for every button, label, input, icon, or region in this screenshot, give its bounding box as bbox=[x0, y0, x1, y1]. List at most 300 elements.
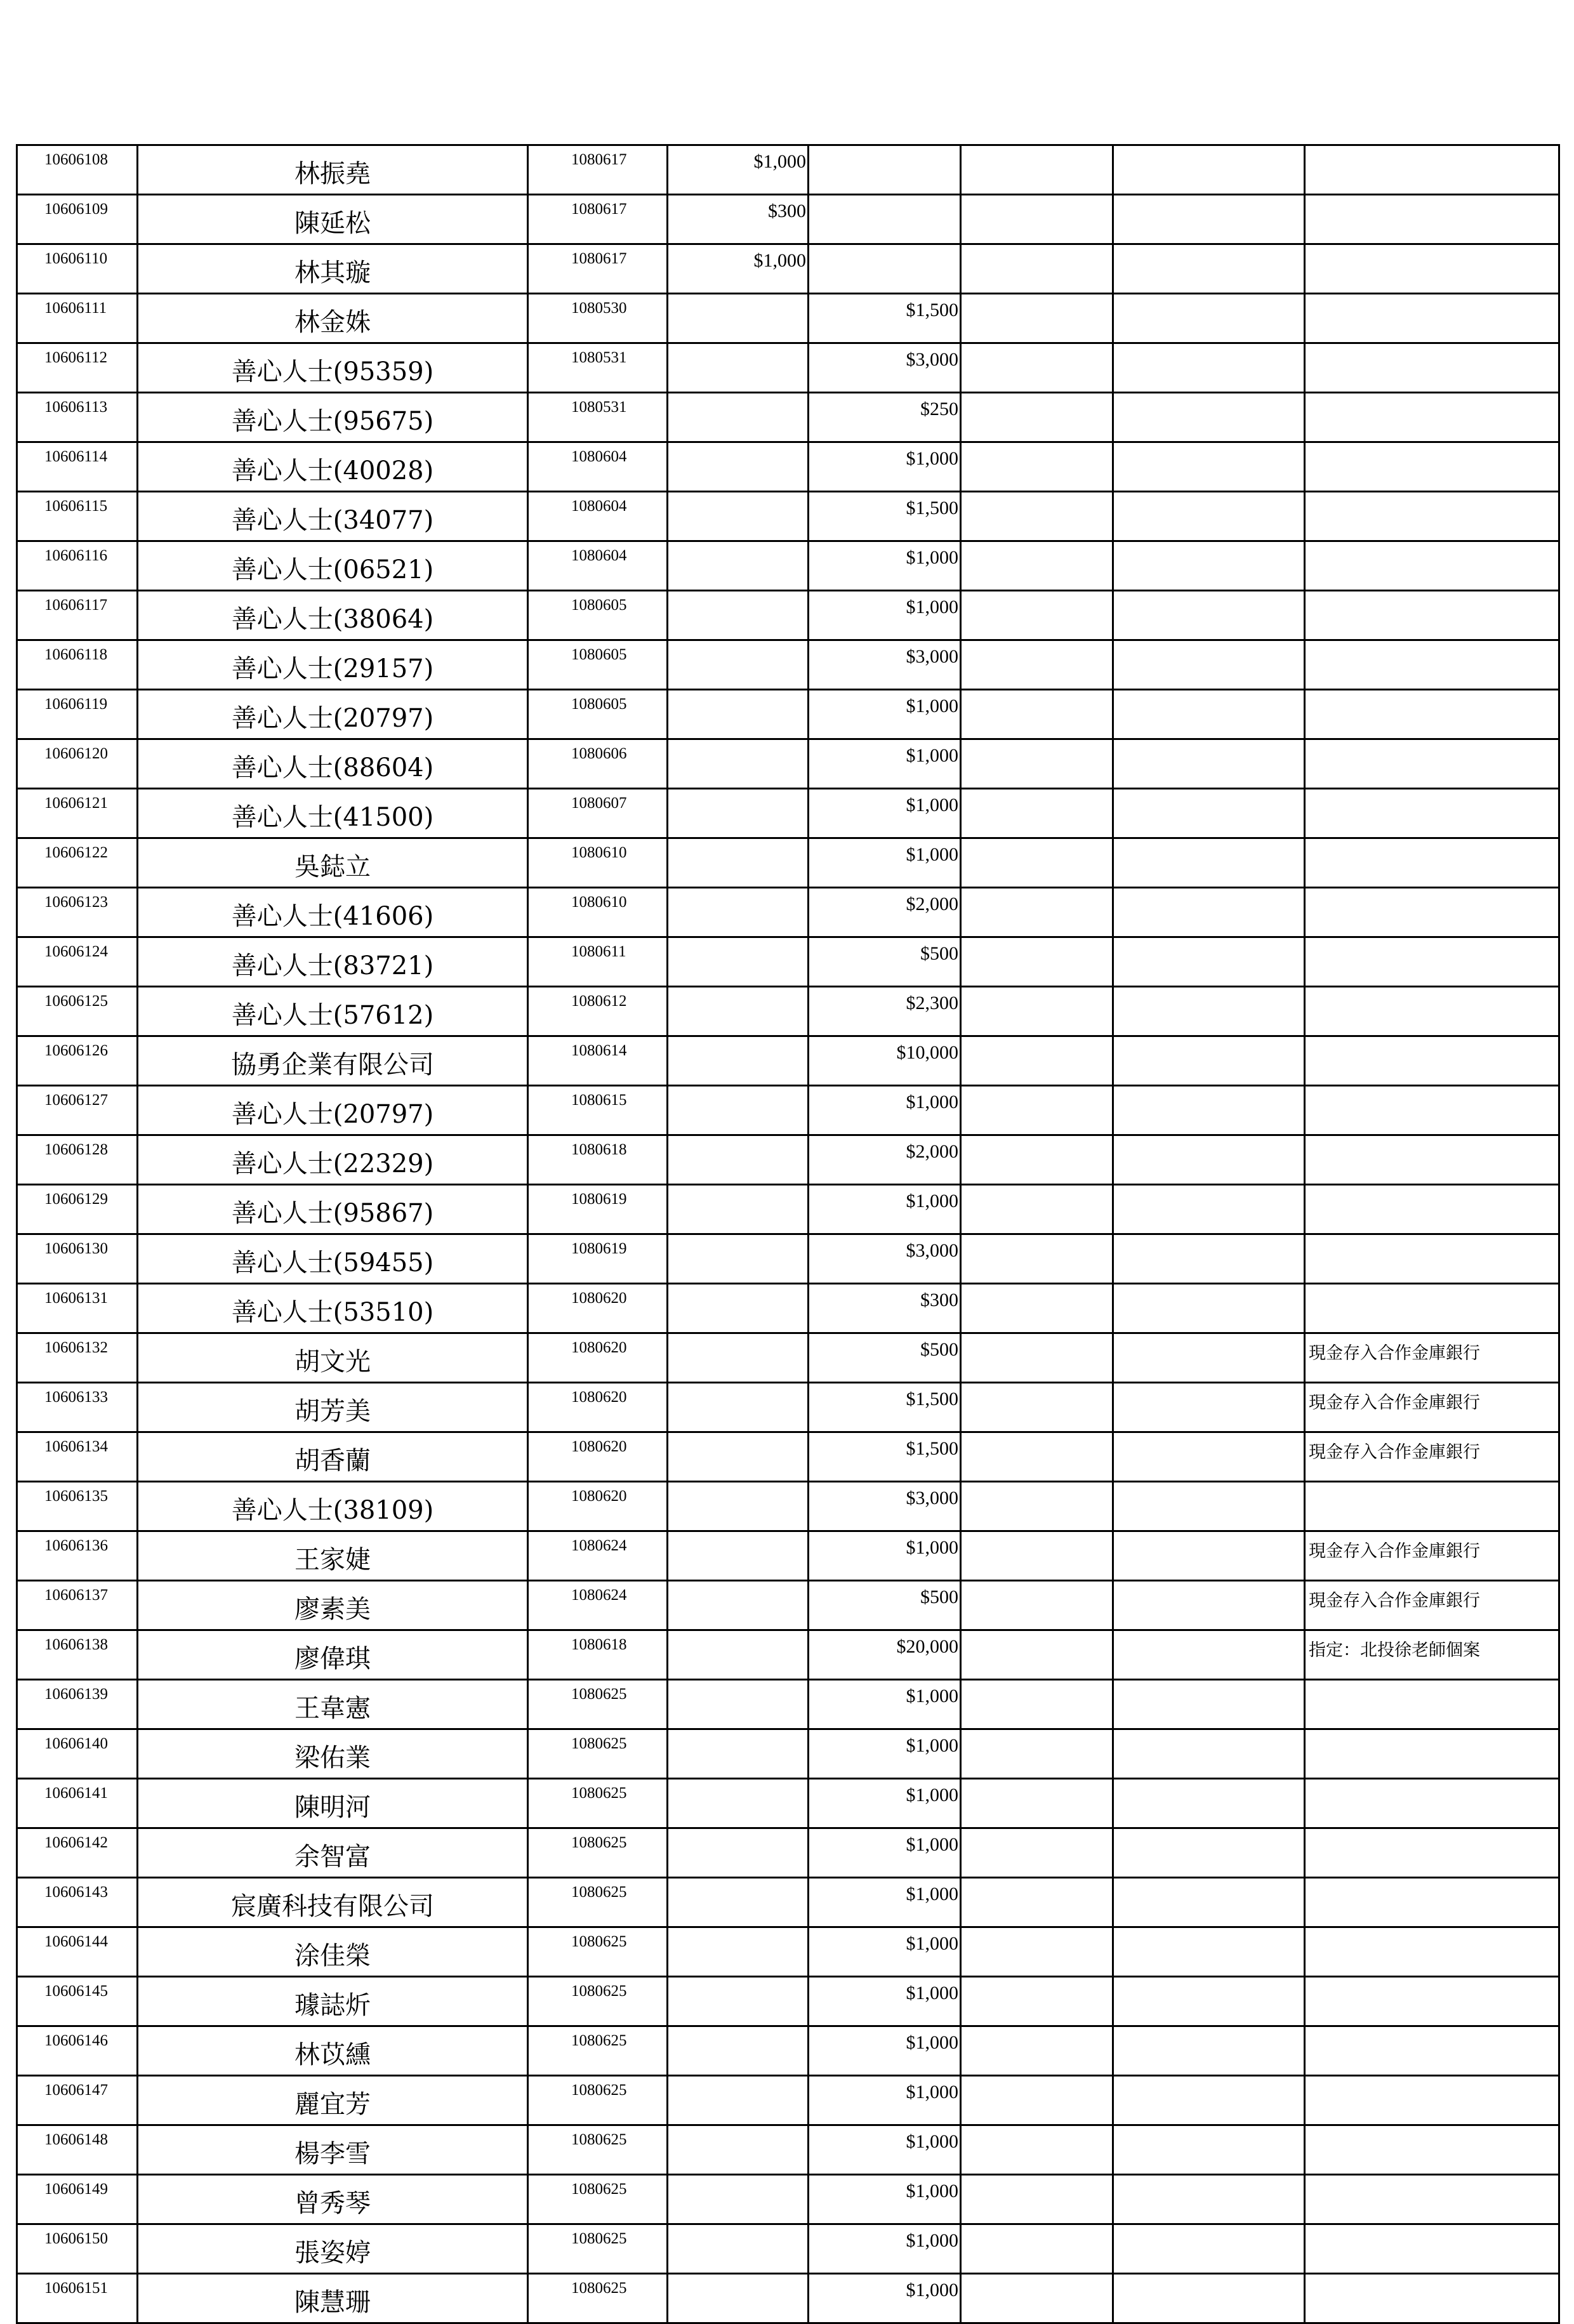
donation-date-cell: 1080614 bbox=[528, 1036, 668, 1086]
amount-cell-a bbox=[668, 1680, 809, 1729]
remark-cell bbox=[1305, 343, 1559, 393]
empty-cell-2 bbox=[1113, 987, 1305, 1036]
receipt-number-cell: 10606117 bbox=[17, 591, 138, 640]
table-row bbox=[17, 1828, 1559, 1878]
remark-cell bbox=[1305, 145, 1559, 195]
receipt-number-cell: 10606120 bbox=[17, 739, 138, 789]
amount-cell-b: $1,000 bbox=[809, 1927, 961, 1977]
table-row bbox=[17, 987, 1559, 1036]
donation-date-cell: 1080620 bbox=[528, 1383, 668, 1432]
receipt-number-cell: 10606139 bbox=[17, 1680, 138, 1729]
amount-cell-b: $1,000 bbox=[809, 1680, 961, 1729]
remark-cell bbox=[1305, 2224, 1559, 2274]
empty-cell-1 bbox=[961, 1927, 1113, 1977]
empty-cell-1 bbox=[961, 294, 1113, 343]
amount-cell-a bbox=[668, 1729, 809, 1779]
amount-cell-a bbox=[668, 1234, 809, 1284]
amount-cell-b: $1,000 bbox=[809, 1185, 961, 1234]
empty-cell-1 bbox=[961, 1383, 1113, 1432]
remark-cell: 現金存入合作金庫銀行 bbox=[1305, 1432, 1559, 1482]
receipt-number-cell: 10606133 bbox=[17, 1383, 138, 1432]
receipt-number-cell: 10606113 bbox=[17, 393, 138, 442]
table-row bbox=[17, 1284, 1559, 1333]
donor-name-cell: 梁佑業 bbox=[138, 1729, 528, 1779]
empty-cell-2 bbox=[1113, 2274, 1305, 2323]
empty-cell-2 bbox=[1113, 1630, 1305, 1680]
table-row bbox=[17, 442, 1559, 492]
amount-cell-a bbox=[668, 1383, 809, 1432]
receipt-number-cell: 10606135 bbox=[17, 1482, 138, 1531]
table-row bbox=[17, 244, 1559, 294]
table-row bbox=[17, 1383, 1559, 1432]
remark-cell bbox=[1305, 492, 1559, 541]
empty-cell-1 bbox=[961, 1779, 1113, 1828]
amount-cell-b: $1,000 bbox=[809, 1531, 961, 1581]
donation-date-cell: 1080604 bbox=[528, 541, 668, 591]
empty-cell-2 bbox=[1113, 244, 1305, 294]
empty-cell-1 bbox=[961, 937, 1113, 987]
empty-cell-2 bbox=[1113, 2026, 1305, 2076]
empty-cell-1 bbox=[961, 2076, 1113, 2125]
amount-cell-a bbox=[668, 1581, 809, 1630]
amount-cell-a bbox=[668, 1284, 809, 1333]
amount-cell-b: $1,000 bbox=[809, 2224, 961, 2274]
remark-cell bbox=[1305, 987, 1559, 1036]
donation-date-cell: 1080530 bbox=[528, 294, 668, 343]
remark-cell bbox=[1305, 1036, 1559, 1086]
empty-cell-1 bbox=[961, 2175, 1113, 2224]
donation-date-cell: 1080624 bbox=[528, 1531, 668, 1581]
empty-cell-1 bbox=[961, 492, 1113, 541]
remark-cell bbox=[1305, 2076, 1559, 2125]
remark-cell bbox=[1305, 1482, 1559, 1531]
empty-cell-2 bbox=[1113, 2224, 1305, 2274]
empty-cell-1 bbox=[961, 1828, 1113, 1878]
donor-name-cell: 善心人士(95675) bbox=[138, 393, 528, 442]
amount-cell-b: $3,000 bbox=[809, 640, 961, 690]
amount-cell-b: $1,000 bbox=[809, 2175, 961, 2224]
empty-cell-2 bbox=[1113, 294, 1305, 343]
receipt-number-cell: 10606127 bbox=[17, 1086, 138, 1135]
amount-cell-b: $1,000 bbox=[809, 1828, 961, 1878]
donation-date-cell: 1080625 bbox=[528, 2175, 668, 2224]
donation-date-cell: 1080620 bbox=[528, 1333, 668, 1383]
table-row bbox=[17, 838, 1559, 888]
empty-cell-1 bbox=[961, 541, 1113, 591]
empty-cell-1 bbox=[961, 690, 1113, 739]
donation-date-cell: 1080617 bbox=[528, 145, 668, 195]
donor-name-cell: 善心人士(59455) bbox=[138, 1234, 528, 1284]
amount-cell-a bbox=[668, 640, 809, 690]
table-row bbox=[17, 343, 1559, 393]
donor-name-cell: 王韋憲 bbox=[138, 1680, 528, 1729]
table-row bbox=[17, 2076, 1559, 2125]
amount-cell-b: $1,000 bbox=[809, 1729, 961, 1779]
table-row bbox=[17, 2175, 1559, 2224]
remark-cell bbox=[1305, 739, 1559, 789]
empty-cell-2 bbox=[1113, 442, 1305, 492]
empty-cell-2 bbox=[1113, 1680, 1305, 1729]
receipt-number-cell: 10606141 bbox=[17, 1779, 138, 1828]
amount-cell-b: $2,000 bbox=[809, 1135, 961, 1185]
remark-cell bbox=[1305, 2026, 1559, 2076]
donor-name-cell: 善心人士(22329) bbox=[138, 1135, 528, 1185]
donation-date-cell: 1080604 bbox=[528, 492, 668, 541]
donor-name-cell: 王家婕 bbox=[138, 1531, 528, 1581]
receipt-number-cell: 10606109 bbox=[17, 195, 138, 244]
receipt-number-cell: 10606110 bbox=[17, 244, 138, 294]
empty-cell-2 bbox=[1113, 195, 1305, 244]
donation-date-cell: 1080625 bbox=[528, 1878, 668, 1927]
remark-cell: 現金存入合作金庫銀行 bbox=[1305, 1531, 1559, 1581]
remark-cell bbox=[1305, 1977, 1559, 2026]
donation-date-cell: 1080611 bbox=[528, 937, 668, 987]
donation-date-cell: 1080625 bbox=[528, 1779, 668, 1828]
empty-cell-1 bbox=[961, 888, 1113, 937]
receipt-number-cell: 10606142 bbox=[17, 1828, 138, 1878]
donor-name-cell: 善心人士(57612) bbox=[138, 987, 528, 1036]
amount-cell-b: $1,000 bbox=[809, 1878, 961, 1927]
amount-cell-b: $500 bbox=[809, 1581, 961, 1630]
remark-cell bbox=[1305, 2274, 1559, 2323]
amount-cell-b: $1,000 bbox=[809, 2274, 961, 2323]
table-row bbox=[17, 1531, 1559, 1581]
remark-cell bbox=[1305, 1927, 1559, 1977]
amount-cell-a: $300 bbox=[668, 195, 809, 244]
amount-cell-a bbox=[668, 591, 809, 640]
table-row bbox=[17, 1581, 1559, 1630]
empty-cell-2 bbox=[1113, 1234, 1305, 1284]
donation-date-cell: 1080625 bbox=[528, 1977, 668, 2026]
remark-cell bbox=[1305, 888, 1559, 937]
amount-cell-b: $500 bbox=[809, 937, 961, 987]
donation-date-cell: 1080618 bbox=[528, 1135, 668, 1185]
table-row bbox=[17, 690, 1559, 739]
receipt-number-cell: 10606108 bbox=[17, 145, 138, 195]
receipt-number-cell: 10606138 bbox=[17, 1630, 138, 1680]
empty-cell-1 bbox=[961, 1630, 1113, 1680]
donor-name-cell: 善心人士(40028) bbox=[138, 442, 528, 492]
amount-cell-b: $1,000 bbox=[809, 1779, 961, 1828]
empty-cell-1 bbox=[961, 1185, 1113, 1234]
empty-cell-2 bbox=[1113, 2076, 1305, 2125]
donation-date-cell: 1080617 bbox=[528, 244, 668, 294]
remark-cell bbox=[1305, 1729, 1559, 1779]
empty-cell-2 bbox=[1113, 640, 1305, 690]
donor-name-cell: 林金姝 bbox=[138, 294, 528, 343]
amount-cell-a bbox=[668, 1135, 809, 1185]
receipt-number-cell: 10606125 bbox=[17, 987, 138, 1036]
empty-cell-2 bbox=[1113, 492, 1305, 541]
empty-cell-2 bbox=[1113, 541, 1305, 591]
donor-name-cell: 林振堯 bbox=[138, 145, 528, 195]
amount-cell-a bbox=[668, 2274, 809, 2323]
amount-cell-b: $1,500 bbox=[809, 1383, 961, 1432]
empty-cell-2 bbox=[1113, 343, 1305, 393]
empty-cell-1 bbox=[961, 1432, 1113, 1482]
receipt-number-cell: 10606124 bbox=[17, 937, 138, 987]
table-row bbox=[17, 1680, 1559, 1729]
amount-cell-b: $3,000 bbox=[809, 1234, 961, 1284]
table-row bbox=[17, 1779, 1559, 1828]
receipt-number-cell: 10606143 bbox=[17, 1878, 138, 1927]
amount-cell-a bbox=[668, 690, 809, 739]
empty-cell-1 bbox=[961, 838, 1113, 888]
empty-cell-2 bbox=[1113, 888, 1305, 937]
empty-cell-1 bbox=[961, 1878, 1113, 1927]
donor-name-cell: 胡芳美 bbox=[138, 1383, 528, 1432]
receipt-number-cell: 10606150 bbox=[17, 2224, 138, 2274]
receipt-number-cell: 10606144 bbox=[17, 1927, 138, 1977]
donor-name-cell: 胡香蘭 bbox=[138, 1432, 528, 1482]
empty-cell-1 bbox=[961, 591, 1113, 640]
amount-cell-b: $3,000 bbox=[809, 343, 961, 393]
amount-cell-a bbox=[668, 789, 809, 838]
table-row bbox=[17, 1630, 1559, 1680]
amount-cell-a bbox=[668, 2125, 809, 2175]
amount-cell-b: $1,000 bbox=[809, 1086, 961, 1135]
donation-date-cell: 1080531 bbox=[528, 343, 668, 393]
amount-cell-a bbox=[668, 343, 809, 393]
amount-cell-b: $250 bbox=[809, 393, 961, 442]
remark-cell bbox=[1305, 541, 1559, 591]
empty-cell-1 bbox=[961, 1977, 1113, 2026]
amount-cell-a bbox=[668, 2224, 809, 2274]
empty-cell-1 bbox=[961, 1036, 1113, 1086]
donation-date-cell: 1080625 bbox=[528, 2224, 668, 2274]
table-row bbox=[17, 1234, 1559, 1284]
empty-cell-2 bbox=[1113, 1729, 1305, 1779]
empty-cell-2 bbox=[1113, 1185, 1305, 1234]
amount-cell-b: $10,000 bbox=[809, 1036, 961, 1086]
amount-cell-a bbox=[668, 1779, 809, 1828]
donation-date-cell: 1080615 bbox=[528, 1086, 668, 1135]
receipt-number-cell: 10606130 bbox=[17, 1234, 138, 1284]
empty-cell-1 bbox=[961, 1729, 1113, 1779]
donor-name-cell: 張姿婷 bbox=[138, 2224, 528, 2274]
receipt-number-cell: 10606136 bbox=[17, 1531, 138, 1581]
empty-cell-2 bbox=[1113, 1977, 1305, 2026]
amount-cell-a bbox=[668, 393, 809, 442]
remark-cell bbox=[1305, 393, 1559, 442]
amount-cell-b: $1,000 bbox=[809, 789, 961, 838]
receipt-number-cell: 10606118 bbox=[17, 640, 138, 690]
donation-date-cell: 1080624 bbox=[528, 1581, 668, 1630]
receipt-number-cell: 10606146 bbox=[17, 2026, 138, 2076]
amount-cell-b bbox=[809, 244, 961, 294]
empty-cell-2 bbox=[1113, 690, 1305, 739]
receipt-number-cell: 10606119 bbox=[17, 690, 138, 739]
table-row bbox=[17, 937, 1559, 987]
amount-cell-a bbox=[668, 294, 809, 343]
empty-cell-1 bbox=[961, 987, 1113, 1036]
remark-cell bbox=[1305, 591, 1559, 640]
empty-cell-1 bbox=[961, 244, 1113, 294]
amount-cell-a bbox=[668, 2026, 809, 2076]
table-row bbox=[17, 789, 1559, 838]
receipt-number-cell: 10606111 bbox=[17, 294, 138, 343]
table-row bbox=[17, 640, 1559, 690]
empty-cell-1 bbox=[961, 1333, 1113, 1383]
amount-cell-a: $1,000 bbox=[668, 244, 809, 294]
empty-cell-1 bbox=[961, 2274, 1113, 2323]
table-row bbox=[17, 2125, 1559, 2175]
amount-cell-b: $1,000 bbox=[809, 2026, 961, 2076]
remark-cell: 指定：北投徐老師個案 bbox=[1305, 1630, 1559, 1680]
donation-date-cell: 1080612 bbox=[528, 987, 668, 1036]
donor-name-cell: 善心人士(38064) bbox=[138, 591, 528, 640]
table-row bbox=[17, 591, 1559, 640]
empty-cell-1 bbox=[961, 1482, 1113, 1531]
table-row bbox=[17, 1036, 1559, 1086]
table-row bbox=[17, 2224, 1559, 2274]
empty-cell-2 bbox=[1113, 1878, 1305, 1927]
amount-cell-a bbox=[668, 1828, 809, 1878]
empty-cell-1 bbox=[961, 145, 1113, 195]
donation-date-cell: 1080618 bbox=[528, 1630, 668, 1680]
amount-cell-b: $1,000 bbox=[809, 838, 961, 888]
donation-date-cell: 1080620 bbox=[528, 1284, 668, 1333]
amount-cell-a bbox=[668, 888, 809, 937]
empty-cell-2 bbox=[1113, 393, 1305, 442]
donor-name-cell: 善心人士(95359) bbox=[138, 343, 528, 393]
table-row bbox=[17, 1185, 1559, 1234]
amount-cell-b: $1,500 bbox=[809, 492, 961, 541]
amount-cell-b: $2,300 bbox=[809, 987, 961, 1036]
donor-name-cell: 廖素美 bbox=[138, 1581, 528, 1630]
remark-cell bbox=[1305, 789, 1559, 838]
remark-cell: 現金存入合作金庫銀行 bbox=[1305, 1383, 1559, 1432]
table-row bbox=[17, 1482, 1559, 1531]
remark-cell bbox=[1305, 244, 1559, 294]
amount-cell-b bbox=[809, 195, 961, 244]
donor-name-cell: 陳慧珊 bbox=[138, 2274, 528, 2323]
empty-cell-2 bbox=[1113, 1036, 1305, 1086]
amount-cell-b: $1,000 bbox=[809, 591, 961, 640]
amount-cell-a bbox=[668, 1977, 809, 2026]
donation-date-cell: 1080619 bbox=[528, 1185, 668, 1234]
amount-cell-a bbox=[668, 739, 809, 789]
table-row bbox=[17, 492, 1559, 541]
empty-cell-2 bbox=[1113, 2175, 1305, 2224]
empty-cell-1 bbox=[961, 640, 1113, 690]
empty-cell-2 bbox=[1113, 1383, 1305, 1432]
donation-date-cell: 1080625 bbox=[528, 2026, 668, 2076]
donation-date-cell: 1080617 bbox=[528, 195, 668, 244]
table-row bbox=[17, 393, 1559, 442]
empty-cell-1 bbox=[961, 1234, 1113, 1284]
empty-cell-1 bbox=[961, 1284, 1113, 1333]
amount-cell-a bbox=[668, 987, 809, 1036]
table-row bbox=[17, 2026, 1559, 2076]
table-row bbox=[17, 1086, 1559, 1135]
amount-cell-b: $500 bbox=[809, 1333, 961, 1383]
amount-cell-b: $3,000 bbox=[809, 1482, 961, 1531]
remark-cell bbox=[1305, 1680, 1559, 1729]
donor-name-cell: 胡文光 bbox=[138, 1333, 528, 1383]
amount-cell-b bbox=[809, 145, 961, 195]
amount-cell-a bbox=[668, 1185, 809, 1234]
amount-cell-b: $1,000 bbox=[809, 2076, 961, 2125]
amount-cell-a bbox=[668, 1036, 809, 1086]
receipt-number-cell: 10606148 bbox=[17, 2125, 138, 2175]
remark-cell: 現金存入合作金庫銀行 bbox=[1305, 1581, 1559, 1630]
empty-cell-1 bbox=[961, 393, 1113, 442]
receipt-number-cell: 10606149 bbox=[17, 2175, 138, 2224]
remark-cell bbox=[1305, 690, 1559, 739]
receipt-number-cell: 10606132 bbox=[17, 1333, 138, 1383]
remark-cell bbox=[1305, 2125, 1559, 2175]
table-row bbox=[17, 888, 1559, 937]
donor-name-cell: 廖偉琪 bbox=[138, 1630, 528, 1680]
donation-date-cell: 1080625 bbox=[528, 2076, 668, 2125]
table-row bbox=[17, 145, 1559, 195]
amount-cell-a bbox=[668, 2175, 809, 2224]
donation-date-cell: 1080606 bbox=[528, 739, 668, 789]
amount-cell-a bbox=[668, 1531, 809, 1581]
donation-date-cell: 1080625 bbox=[528, 1680, 668, 1729]
amount-cell-a bbox=[668, 1878, 809, 1927]
donation-date-cell: 1080607 bbox=[528, 789, 668, 838]
amount-cell-b: $1,000 bbox=[809, 2125, 961, 2175]
receipt-number-cell: 10606151 bbox=[17, 2274, 138, 2323]
empty-cell-1 bbox=[961, 2026, 1113, 2076]
receipt-number-cell: 10606123 bbox=[17, 888, 138, 937]
remark-cell bbox=[1305, 1779, 1559, 1828]
amount-cell-b: $1,000 bbox=[809, 442, 961, 492]
donation-ledger-table bbox=[16, 144, 1560, 2324]
donation-date-cell: 1080610 bbox=[528, 838, 668, 888]
donation-date-cell: 1080625 bbox=[528, 1828, 668, 1878]
receipt-number-cell: 10606121 bbox=[17, 789, 138, 838]
donation-date-cell: 1080620 bbox=[528, 1482, 668, 1531]
amount-cell-b: $1,500 bbox=[809, 294, 961, 343]
receipt-number-cell: 10606128 bbox=[17, 1135, 138, 1185]
table-row bbox=[17, 2274, 1559, 2323]
donation-date-cell: 1080604 bbox=[528, 442, 668, 492]
empty-cell-2 bbox=[1113, 838, 1305, 888]
amount-cell-a bbox=[668, 2076, 809, 2125]
receipt-number-cell: 10606137 bbox=[17, 1581, 138, 1630]
receipt-number-cell: 10606129 bbox=[17, 1185, 138, 1234]
ledger-body bbox=[17, 145, 1559, 2323]
donor-name-cell: 林苡纁 bbox=[138, 2026, 528, 2076]
amount-cell-a bbox=[668, 541, 809, 591]
empty-cell-2 bbox=[1113, 789, 1305, 838]
donation-date-cell: 1080605 bbox=[528, 640, 668, 690]
donor-name-cell: 陳明河 bbox=[138, 1779, 528, 1828]
receipt-number-cell: 10606126 bbox=[17, 1036, 138, 1086]
table-row bbox=[17, 1729, 1559, 1779]
amount-cell-a bbox=[668, 1333, 809, 1383]
table-row bbox=[17, 1432, 1559, 1482]
empty-cell-2 bbox=[1113, 1432, 1305, 1482]
empty-cell-1 bbox=[961, 1531, 1113, 1581]
receipt-number-cell: 10606134 bbox=[17, 1432, 138, 1482]
empty-cell-2 bbox=[1113, 1086, 1305, 1135]
remark-cell bbox=[1305, 442, 1559, 492]
empty-cell-2 bbox=[1113, 2125, 1305, 2175]
empty-cell-1 bbox=[961, 343, 1113, 393]
donation-date-cell: 1080605 bbox=[528, 690, 668, 739]
table-row bbox=[17, 1135, 1559, 1185]
receipt-number-cell: 10606114 bbox=[17, 442, 138, 492]
receipt-number-cell: 10606131 bbox=[17, 1284, 138, 1333]
receipt-number-cell: 10606147 bbox=[17, 2076, 138, 2125]
donor-name-cell: 吳鋕立 bbox=[138, 838, 528, 888]
donor-name-cell: 善心人士(38109) bbox=[138, 1482, 528, 1531]
table-row bbox=[17, 1878, 1559, 1927]
